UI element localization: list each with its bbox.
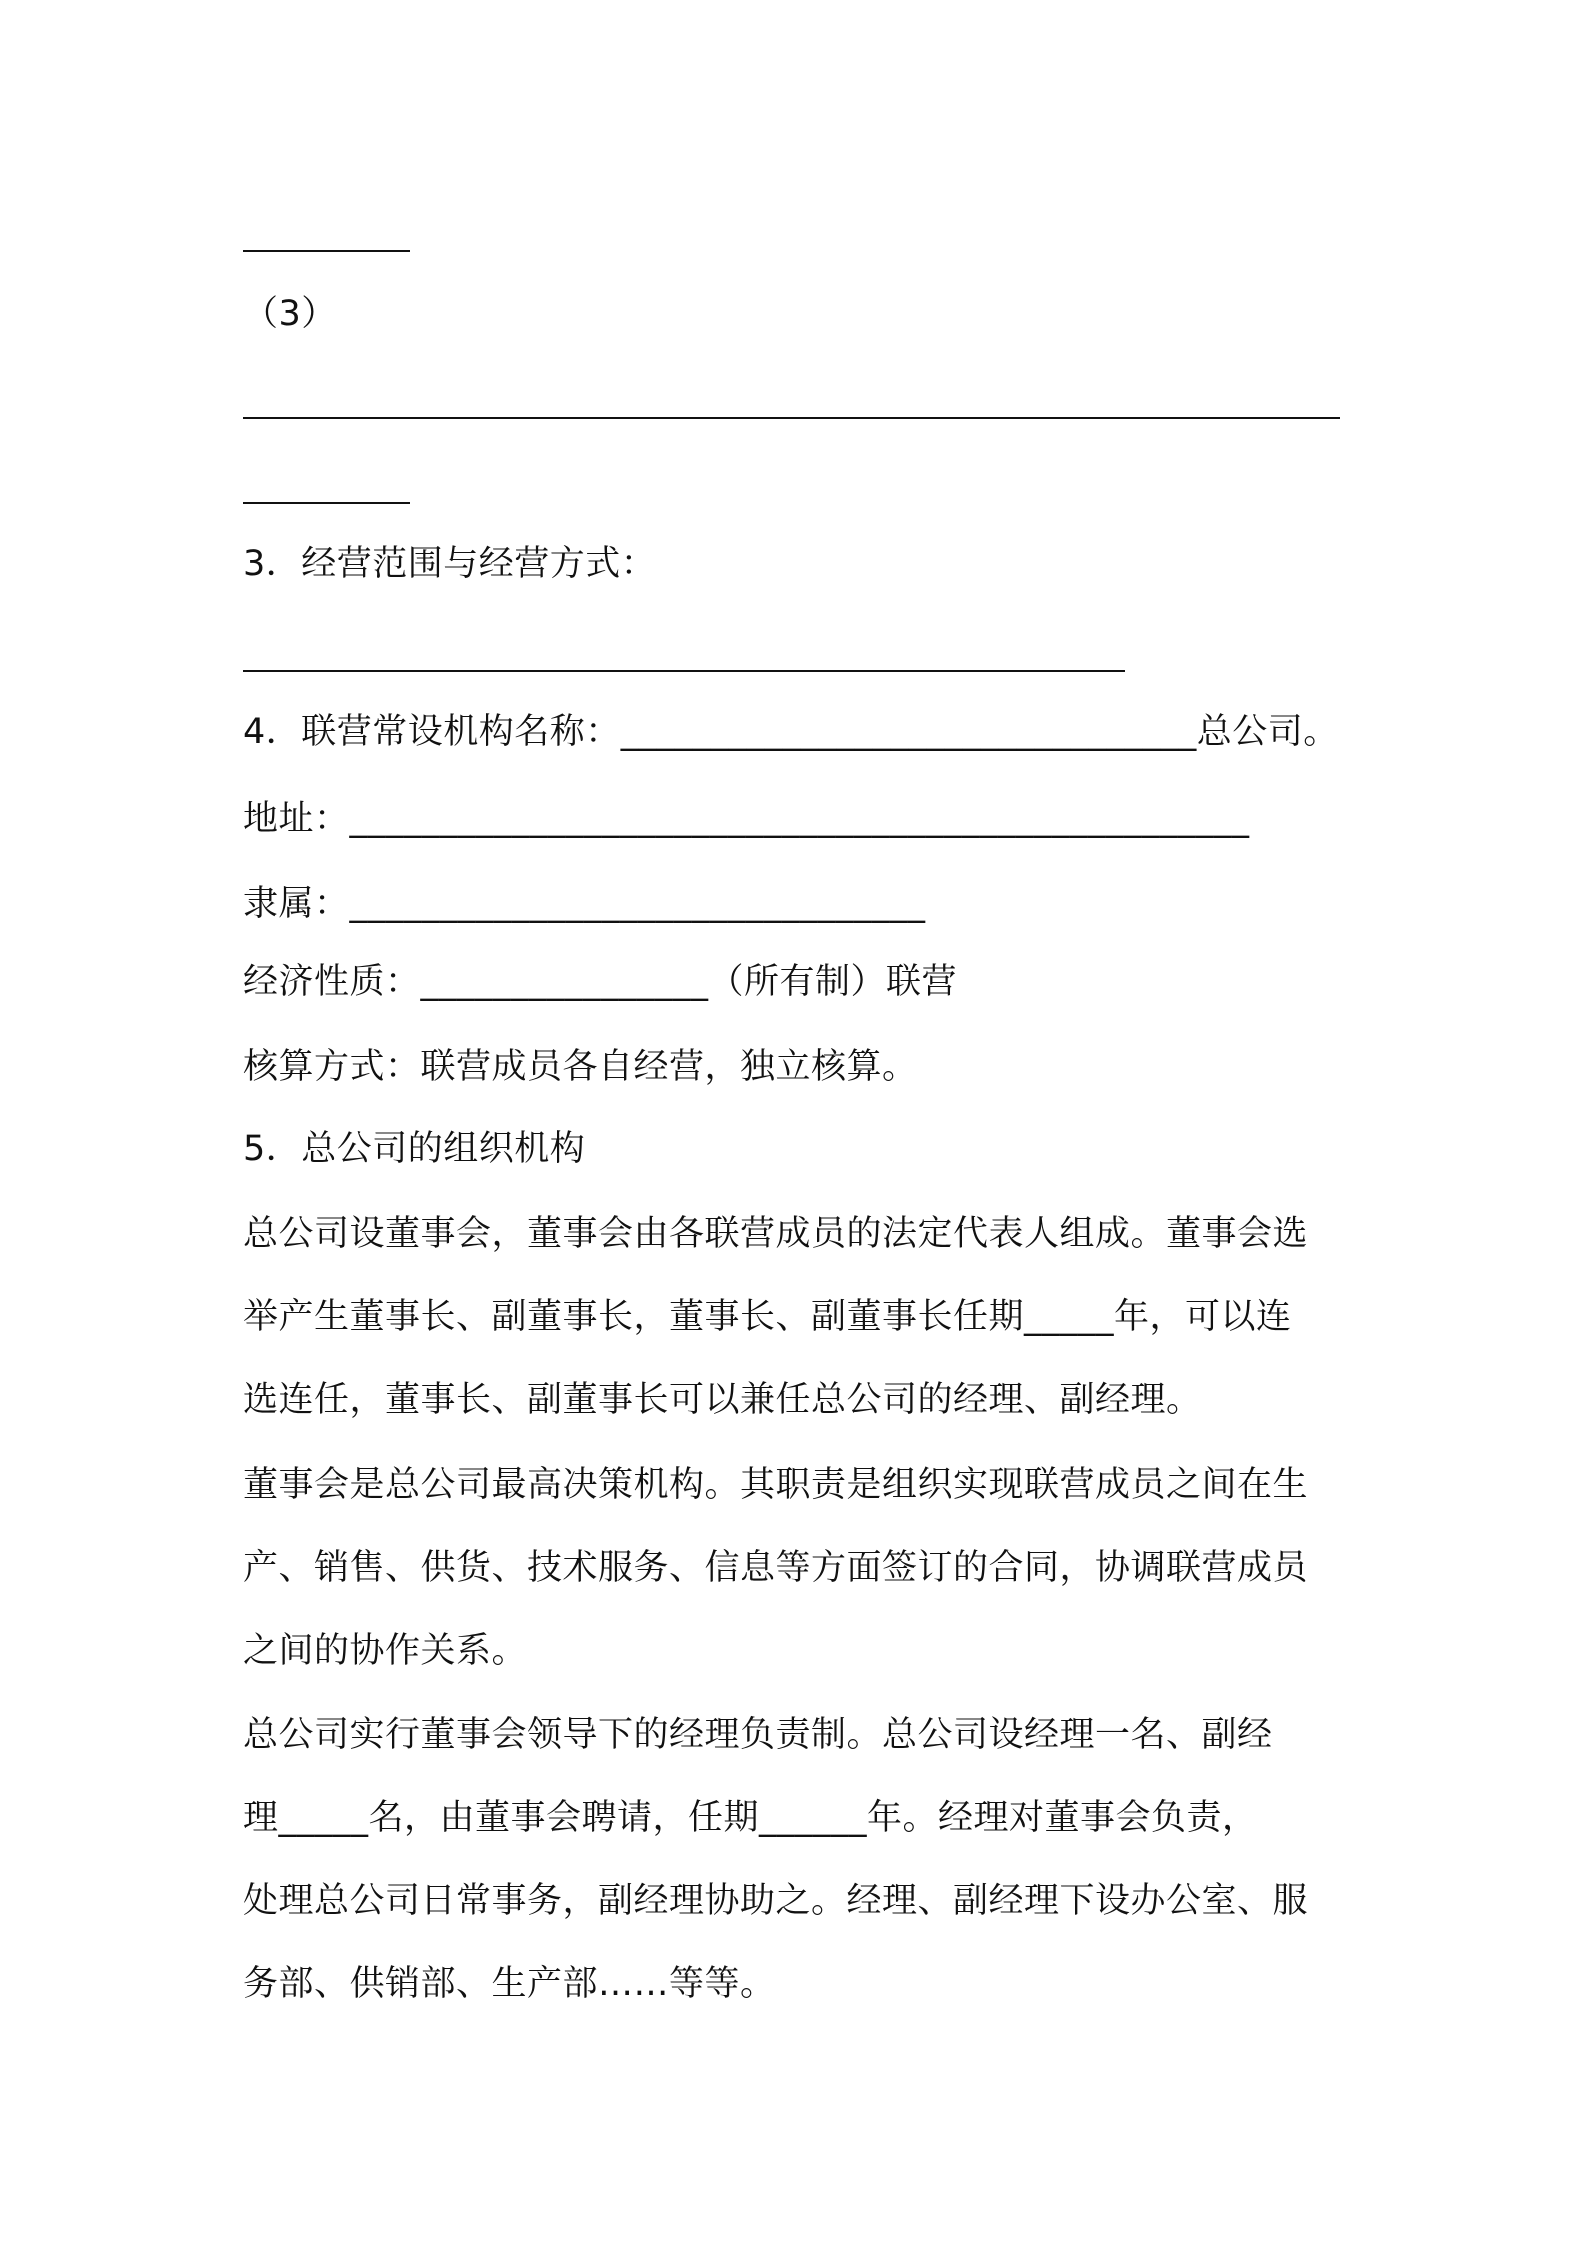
paragraph-3-line-2: 理_____名，由董事会聘请，任期______年。经理对董事会负责， bbox=[243, 1798, 1258, 1838]
blank-rule-long bbox=[243, 417, 1340, 419]
blank-rule-short bbox=[243, 502, 410, 504]
blank-rule-top bbox=[243, 250, 410, 252]
paragraph-1-line-3: 选连任，董事长、副董事长可以兼任总公司的经理、副经理。 bbox=[243, 1380, 1202, 1420]
affiliation-line: 隶属：________________________________ bbox=[243, 884, 926, 924]
paragraph-2-line-1: 董事会是总公司最高决策机构。其职责是组织实现联营成员之间在生 bbox=[243, 1465, 1309, 1505]
section-3-blank-rule bbox=[243, 670, 1125, 672]
paragraph-1-line-1: 总公司设董事会，董事会由各联营成员的法定代表人组成。董事会选 bbox=[243, 1214, 1309, 1254]
item-3-marker: （3） bbox=[243, 294, 337, 334]
section-3-heading: 3．经营范围与经营方式： bbox=[243, 544, 657, 584]
section-5-heading: 5．总公司的组织机构 bbox=[243, 1129, 586, 1169]
section-4-heading: 4．联营常设机构名称：________________________________总公司。 bbox=[243, 712, 1339, 752]
paragraph-2-line-2: 产、销售、供货、技术服务、信息等方面签订的合同，协调联营成员 bbox=[243, 1548, 1309, 1588]
paragraph-1-line-2: 举产生董事长、副董事长，董事长、副董事长任期_____年，可以连 bbox=[243, 1297, 1292, 1337]
paragraph-3-line-1: 总公司实行董事会领导下的经理负责制。总公司设经理一名、副经 bbox=[243, 1715, 1273, 1755]
economic-nature-line: 经济性质：________________（所有制）联营 bbox=[243, 962, 958, 1002]
paragraph-3-line-4: 务部、供销部、生产部……等等。 bbox=[243, 1964, 776, 2004]
paragraph-3-line-3: 处理总公司日常事务，副经理协助之。经理、副经理下设办公室、服 bbox=[243, 1881, 1309, 1921]
accounting-line: 核算方式：联营成员各自经营，独立核算。 bbox=[243, 1047, 918, 1087]
address-line: 地址：__________________________________________________ bbox=[243, 799, 1250, 839]
paragraph-2-line-3: 之间的协作关系。 bbox=[243, 1631, 528, 1671]
